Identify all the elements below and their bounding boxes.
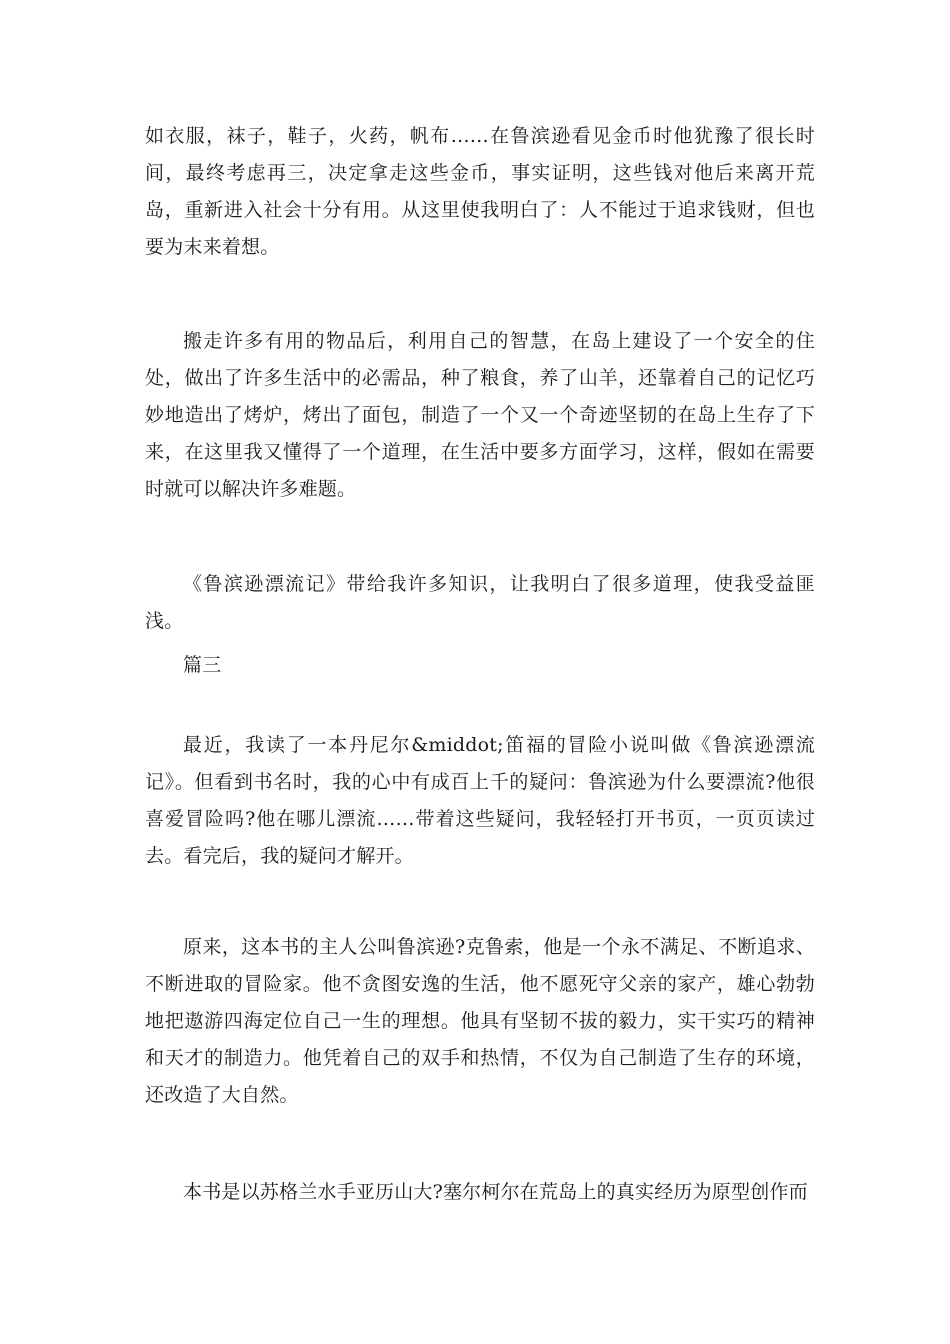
paragraph-island-survival: 搬走许多有用的物品后，利用自己的智慧，在岛上建设了一个安全的住处，做出了许多生活中的必需品，种了粮食，养了山羊，还靠着自己的记忆巧妙地造出了烤炉，烤出了面包，制造了一个又一个奇迹坚韧的在岛上生存了下来，在这里我又懂得了一个道理，在生活中要多方面学习，这样，假如在需要时就可以解决许多难题。 xyxy=(145,330,815,500)
paragraph-book-origin: 本书是以苏格兰水手亚历山大?塞尔柯尔在荒岛上的真实经历为原型创作而 xyxy=(183,1181,808,1203)
section-heading: 篇三 xyxy=(183,654,222,676)
paragraph-introduction: 最近，我读了一本丹尼尔&middot;笛福的冒险小说叫做《鲁滨逊漂流记》。但看到书名时，我的心中有成百上千的疑问：鲁滨逊为什么要漂流?他很喜爱冒险吗?他在哪儿漂流……带着这些疑问，我轻轻打开书页，一页页读过去。看完后，我的疑问才解开。 xyxy=(145,734,815,867)
paragraph-protagonist: 原来，这本书的主人公叫鲁滨逊?克鲁索，他是一个永不满足、不断追求、不断进取的冒险家。他不贪图安逸的生活，他不愿死守父亲的家产，雄心勃勃地把遨游四海定位自己一生的理想。他具有坚韧不拔的毅力，实干实巧的精神和天才的制造力。他凭着自己的双手和热情，不仅为自己制造了生存的环境，还改造了大自然。 xyxy=(145,936,815,1106)
paragraph-gold-coins: 如衣服，袜子，鞋子，火药，帆布……在鲁滨逊看见金币时他犹豫了很长时间，最终考虑再三，决定拿走这些金币，事实证明，这些钱对他后来离开荒岛，重新进入社会十分有用。从这里使我明白了：人不能过于追求钱财，但也要为末来着想。 xyxy=(145,125,815,258)
paragraph-conclusion: 《鲁滨逊漂流记》带给我许多知识，让我明白了很多道理，使我受益匪浅。 xyxy=(145,573,815,632)
